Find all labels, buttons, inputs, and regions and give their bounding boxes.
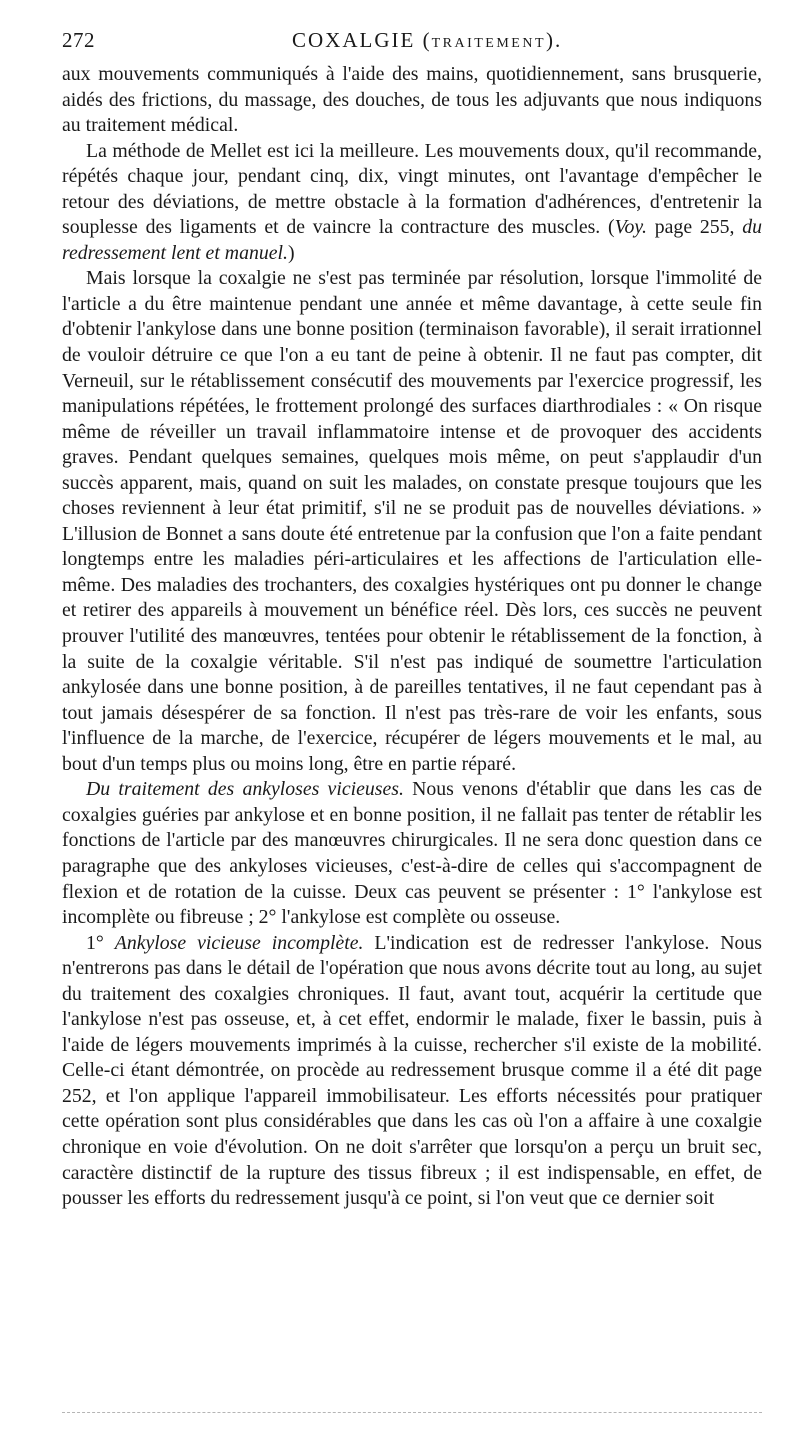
paragraph-mellet-method: La méthode de Mellet est ici la meilleure. Les mouvements doux, qu'il recommande, répétés chaque jour, pendant cinq, dix, vingt minutes, ont l'avantage d'empêcher le retour des déviations, de mettre obstacle à la formation d'adhérences, d'entretenir la souplesse des ligaments et de vaincre la contracture des muscles. (Voy. page 255, du redressement lent et manuel.) <box>62 139 762 264</box>
page-header <box>62 28 762 60</box>
footer-dotted-rule <box>62 1412 762 1413</box>
paragraph-verneuil-quote: Mais lorsque la coxalgie ne s'est pas terminée par résolution, lorsque l'immolité de l'article a du être maintenue pendant une année et même davantage, à cette seule fin d'obtenir l'ankylose dans une bonne position (terminaison favorable), il serait irrationnel de vouloir détruire ce que l'on a eu tant de peine à obtenir. Il ne faut pas compter, dit Verneuil, sur le rétablissement consécutif des mouvements par l'exercice progressif, les manipulations répétées, le frottement prolongé des surfaces diarthrodiales : « On risque même de réveiller un travail inflammatoire intense et de provoquer des accidents graves. Pendant quelques semaines, quelques mois même, on peut s'applaudir d'un succès apparent, mais, quand on suit les malades, on constate presque toujours que les choses reviennent à leur état primitif, s'il ne se produit pas de nouvelles déviations. » L'illusion de Bonnet a sans doute été entretenue par la confusion que l'on a faite pendant longtemps entre les maladies péri-articulaires et les affections de l'articulation elle-même. Des maladies des trochanters, des coxalgies hystériques ont pu donner le change et retirer des appareils à mouvement un bénéfice réel. Dès lors, ces succès ne peuvent prouver l'utilité des manœuvres, tentées pour obtenir le rétablissement de la fonction, à la suite de la coxalgie véritable. S'il n'est pas indiqué de soumettre l'articulation ankylosée dans une bonne position, à de pareilles tentatives, il ne faut cependant pas à tout jamais désespérer de sa fonction. Il n'est pas très-rare de voir les enfants, sous l'influence de la marche, de l'exercice, récupérer de légers mouvements et le mal, au bout d'un temps plus ou moins long, être en partie réparé. <box>62 267 762 775</box>
running-title-subtitle: TRAITEMENT <box>431 36 546 51</box>
section-heading-ankyloses-vicieuses: Du traitement des ankyloses vicieuses. <box>86 778 404 801</box>
page-number: 272 <box>62 28 95 52</box>
item-number: 1° <box>86 931 115 954</box>
running-title-close: ). <box>546 28 563 52</box>
running-title-main: COXALGIE ( <box>292 28 432 52</box>
body-text <box>62 62 762 1212</box>
running-title <box>292 28 562 53</box>
paragraph-continuation: aux mouvements communiqués à l'aide des mains, quotidiennement, sans brusquerie, aidés des frictions, du massage, des douches, de tous les adjuvants que nous indiquons au traitement médical. <box>62 63 762 137</box>
reference-voy: Voy. <box>614 216 648 239</box>
reference-title: du redressement lent et manuel. <box>62 216 762 264</box>
section-heading-ankylose-incomplete: Ankylose vicieuse incomplète. <box>114 931 364 954</box>
paragraph-ankyloses-vicieuses: Du traitement des ankyloses vicieuses. Nous venons d'établir que dans les cas de coxalgies guéries par ankylose et en bonne position, il ne fallait pas tenter de rétablir les fonctions de l'article par des manœuvres chirurgicales. Il ne sera donc question dans ce paragraphe que des ankyloses vicieuses, c'est-à-dire de celles qui s'accompagnent de flexion et de rotation de la cuisse. Deux cas peuvent se présenter : 1° l'ankylose est incomplète ou fibreuse ; 2° l'ankylose est complète ou osseuse. <box>62 778 762 929</box>
paragraph-ankylose-incomplete: 1° Ankylose vicieuse incomplète. L'indication est de redresser l'ankylose. Nous n'entrerons pas dans le détail de l'opération que nous avons décrite tout au long, au sujet du traitement des coxalgies chroniques. Il faut, avant tout, acquérir la certitude que l'ankylose n'est pas osseuse, et, à cet effet, endormir le malade, fixer le bassin, puis à l'aide de légers mouvements imprimés à la cuisse, rechercher s'il existe de la mobilité. Celle-ci étant démontrée, on procède au redressement brusque comme il a été dit page 252, et l'on applique l'appareil immobilisateur. Les efforts nécessités pour pratiquer cette opération sont plus considérables que dans les cas où l'on a affaire à une coxalgie chronique en voie d'évolution. On ne doit s'arrêter que lorsqu'on a perçu un bruit sec, caractère distinctif de la rupture des tissus fibreux ; il est indispensable, en effet, de pousser les efforts du redressement jusqu'à ce point, si l'on veut que ce dernier soit <box>62 931 763 1210</box>
